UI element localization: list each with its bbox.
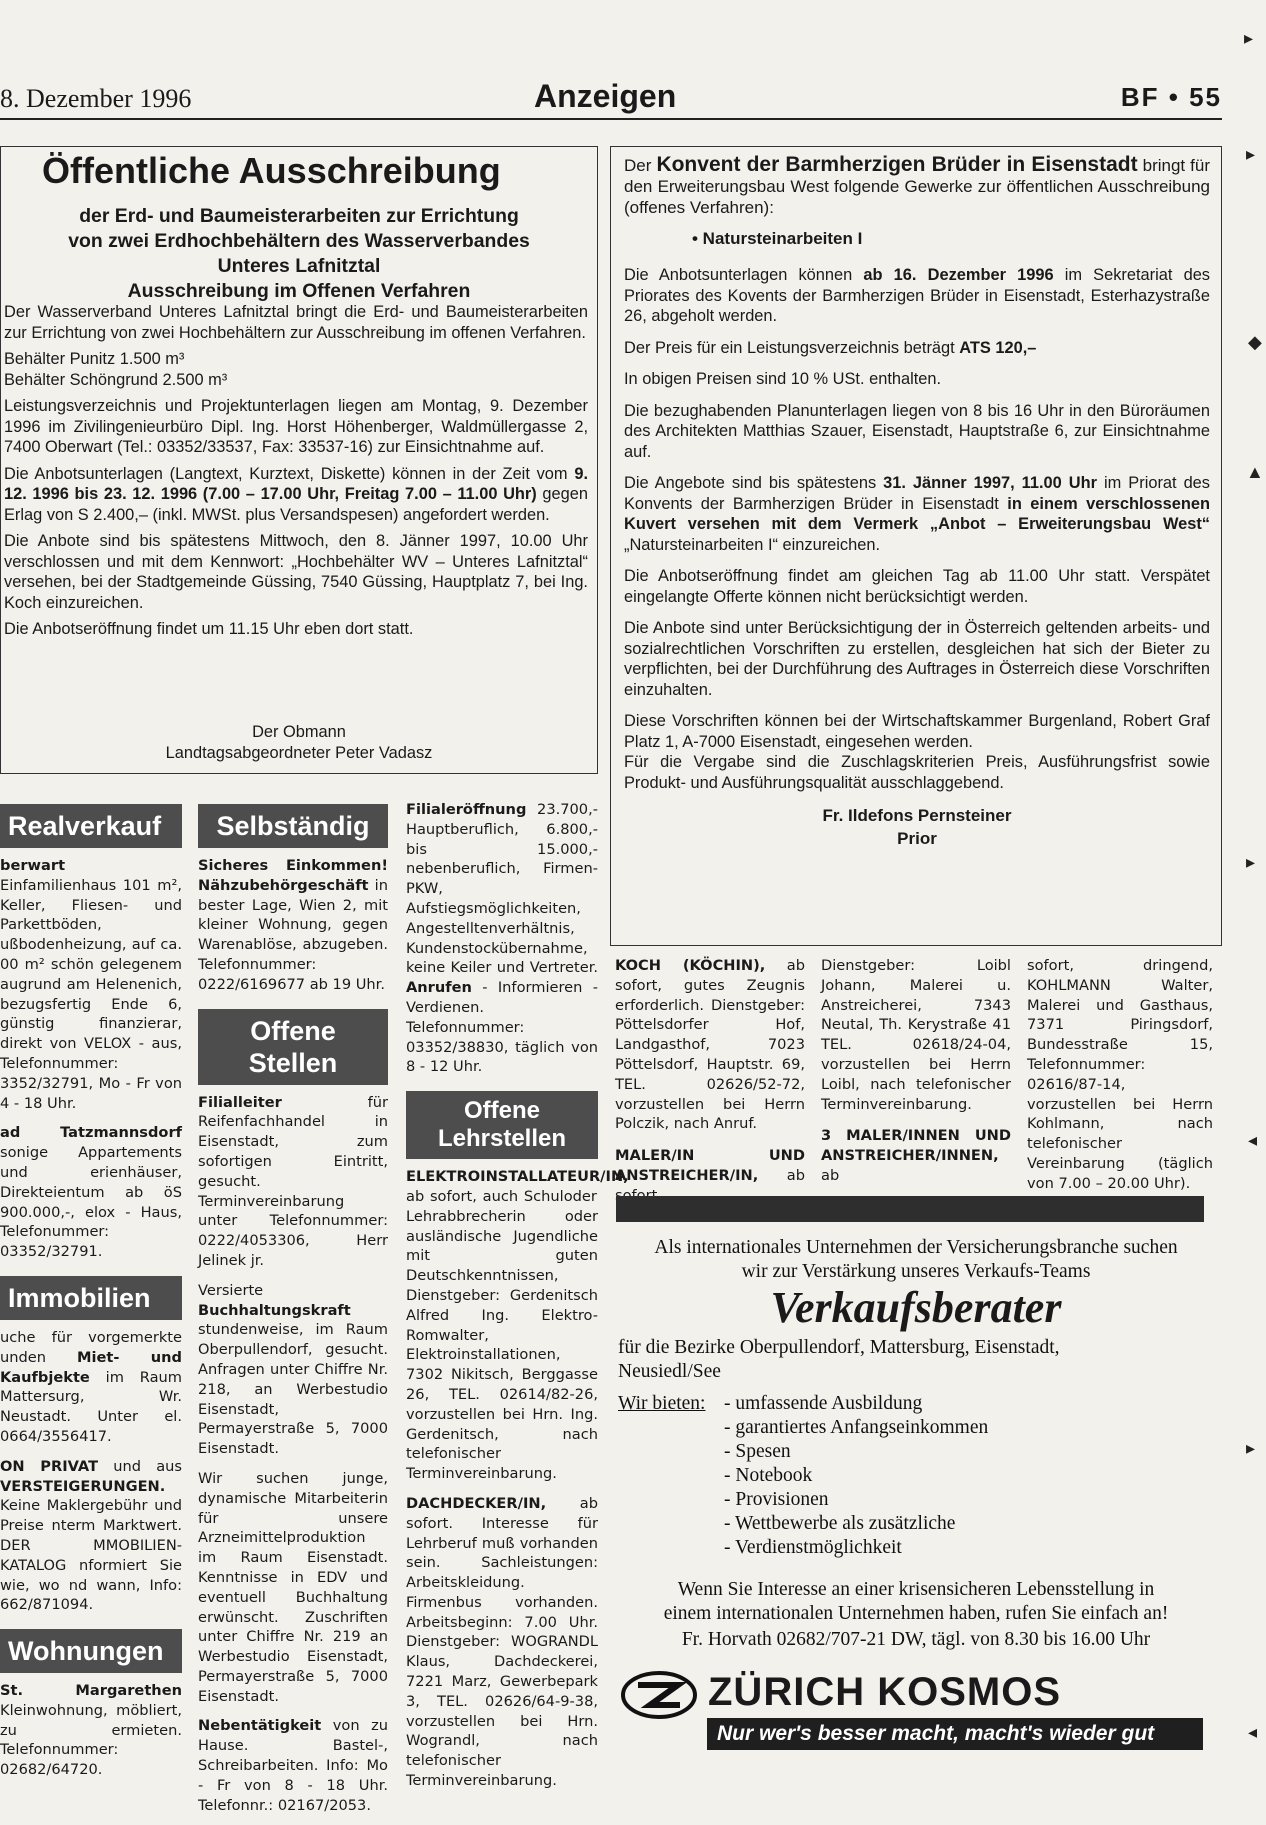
- list-item: Filialeröffnung 23.700,- Hauptberuflich, 6.800,- bis 15.000,- nebenberuflich, Firmen-PKW, Aufstiegsmöglichkeiten, Angestelltenverhältnis, Kundenstockübernahme, keine Keiler und Vertreter. Anrufen - Informieren - Verdienen. Telefonnummer: 03352/38830, täglich von 8 - 12 Uhr.: [406, 801, 598, 1076]
- signature-title: Der Obmann: [252, 723, 346, 741]
- convent-bullet: • Natursteinarbeiten I: [692, 229, 863, 248]
- margin-arrow-icon: ▸: [1246, 852, 1256, 872]
- convent-price: Der Preis für ein Leistungsverzeichnis beträgt ATS 120,–: [624, 338, 1037, 357]
- subtitle-line: der Erd- und Baumeisterarbeiten zur Errichtung: [79, 205, 519, 227]
- heading-realverkauf: Realverkauf: [0, 804, 182, 848]
- tender-body: [4, 302, 588, 646]
- tender-tank-2: Behälter Schöngrund 2.500 m³: [4, 370, 228, 389]
- job-column-1: [615, 956, 805, 1206]
- heading-line: Offene: [463, 1097, 540, 1125]
- list-item: berwart Einfamilienhaus 101 m², Keller, Fliesen- und Parkettböden, ußbodenheizung, auf ca. 00 m² schön gelegenem augrund am Helenenich, bezugsfertig Ende 6, günstig finanzierar, direkt von VELOX - aus, Telefonnummer: 3352/32791, Mo - Fr von 4 - 18 Uhr.: [0, 857, 182, 1112]
- zurich-logo-text: ZÜRICH KOSMOS: [708, 1670, 1061, 1714]
- convent-tax: In obigen Preisen sind 10 % USt. enthalten.: [624, 370, 942, 388]
- margin-arrow-icon: ◂: [1248, 1130, 1258, 1150]
- tender-intro: Der Wasserverband Unteres Lafnitztal bringt die Erd- und Baumeisterarbeiten zur Errichtung von zwei Hochbehältern zur Ausschreibung im offenen Verfahren.: [4, 303, 588, 342]
- list-item: Filialleiter für Reifenfachhandel in Eisenstadt, zum sofortigen Eintritt, gesucht. Terminvereinbarung unter Telefonnummer: 0222/4053306, Herr Jelinek jr.: [198, 1093, 388, 1269]
- margin-arrow-icon: ▲: [1246, 462, 1264, 482]
- heading-wohnungen: Wohnungen: [0, 1629, 182, 1673]
- ad-offer-label: Wir bieten:: [618, 1393, 706, 1414]
- list-item: KOCH (KÖCHIN), ab sofort, gutes Zeugnis erforderlich. Dienstgeber: Pöttelsdorfer Hof, Landgasthof, 7023 Pöttelsdorf, Hauptstr. 69, TEL. 02626/52-72, vorzustellen bei Herrn Polczik, nach Anruf.: [615, 957, 805, 1133]
- list-item: ad Tatzmannsdorf sonige Appartements und erienhäuser, Direkteientum ab öS 900.000,-, elox - Haus, Telefonummer: 03352/32791.: [0, 1124, 182, 1261]
- ad-regions-line: für die Bezirke Oberpullendorf, Mattersburg, Eisenstadt,: [618, 1337, 1060, 1358]
- ad-offers: [618, 1392, 1218, 1558]
- section-title: Anzeigen: [534, 78, 677, 114]
- ad-top-bar: [616, 1196, 1204, 1222]
- tender-documents: Leistungsverzeichnis und Projektunterlagen liegen am Montag, 9. Dezember 1996 im Zivilingenieurbüro Dipl. Ing. Horst Höhenberger, Waldmüllergasse 2, 7400 Oberwart (Tel.: 03352/33537, Fax: 33537-16) zur Einsichtnahme auf.: [4, 397, 588, 456]
- ad-offer-list: [724, 1392, 988, 1560]
- convent-criteria: Für die Vergabe sind die Zuschlagskriterien Preis, Ausführungsfrist sowie Produkt- und Ausführungsqualität ausschlaggebend.: [624, 753, 1210, 792]
- page-number: BF • 55: [1120, 82, 1222, 112]
- classifieds-column-1: [0, 804, 182, 1790]
- list-item: - Spesen: [724, 1441, 791, 1462]
- list-item: - Notebook: [724, 1465, 813, 1486]
- list-item: ELEKTROINSTALLATEUR/IN, ab sofort, auch Schuloder Lehrabbrecherin oder ausländische Jugendliche mit guten Deutschkenntnissen, Dienstgeber: Gerdenitsch Alfred Ing. Elektro-Romwalter, Elektroinstallationen, 7302 Nikitsch, Berggasse 26, TEL. 02614/82-26, vorzustellen bei Hrn. Ing. Gerdenitsch, nach telefonischer Terminvereinbarung.: [406, 1168, 629, 1483]
- tender-opening: Die Anbotseröffnung findet um 11.15 Uhr eben dort statt.: [4, 620, 414, 638]
- heading-offene-lehrstellen: [406, 1091, 598, 1159]
- ad-title: Verkaufsberater: [770, 1283, 1062, 1332]
- convent-deadline: Die Angebote sind bis spätestens 31. Jänner 1997, 11.00 Uhr im Priorat des Konvents der Barmherzigen Brüder in Eisenstadt in einem verschlossenen Kuvert versehen mit dem Vermerk „Anbot – Erweiterungsbau West“ „Natursteinarbeiten I“ einzureichen.: [624, 474, 1211, 554]
- ad-call-to-action: [612, 1578, 1220, 1626]
- zurich-logo-icon: [620, 1670, 698, 1720]
- job-column-3: [1027, 956, 1213, 1194]
- signature-name: Landtagsabgeordneter Peter Vadasz: [165, 744, 433, 762]
- list-item: Wir suchen junge, dynamische Mitarbeiterin für unsere Arzneimittelproduktion im Raum Eisenstadt. Kenntnisse in EDV und eventuell Buchhaltung erwünscht. Zuschriften unter Chiffre Nr. 219 an Werbestudio Eisenstadt, Permayerstraße 5, 7000 Eisenstadt.: [198, 1469, 388, 1705]
- ad-regions: [618, 1336, 1218, 1384]
- ad-intro-line: wir zur Verstärkung unseres Verkaufs-Teams: [741, 1261, 1091, 1282]
- convent-docs: Die Anbotsunterlagen können ab 16. Dezember 1996 im Sekretariat des Priorates des Kovents der Barmherzigen Brüder in Eisenstadt, Esterhazystraße 26, abgeholt werden.: [624, 266, 1210, 325]
- list-item: Nebentätigkeit von zu Hause. Bastel-, Schreibarbeiten. Info: Mo - Fr von 8 - 18 Uhr. Telefonnr.: 02167/2053.: [198, 1717, 388, 1814]
- list-item: St. Margarethen Kleinwohnung, möbliert, zu ermieten. Telefonnummer: 02682/64720.: [0, 1682, 182, 1779]
- list-item: Dienstgeber: Loibl Johann, Malerei u. Anstreicherei, 7343 Neutal, Th. Kerystraße 41 TEL. 02618/24-04, vorzustellen bei Herrn Loibl, nach telefonischer Terminvereinbarung.: [821, 957, 1011, 1113]
- list-item: ON PRIVAT und aus VERSTEIGERUNGEN. Keine Maklergebühr und Preise nterm Marktwert. DER MMOBILIEN-KATALOG nformiert Sie wie, wo nd wann, Info: 662/871094.: [0, 1457, 182, 1614]
- margin-arrow-icon: ◆: [1248, 332, 1262, 352]
- list-item: - garantiertes Anfangseinkommen: [724, 1417, 989, 1438]
- tender-deadline: Die Anbote sind bis spätestens Mittwoch, den 8. Jänner 1997, 10.00 Uhr verschlossen und mit dem Kennwort: „Hochbehälter WV – Unteres Lafnitztal“ versehen, bei der Stadtgemeinde Güssing, 7540 Güssing, Hauptplatz 7, bei Ing. Koch einzureichen.: [4, 532, 588, 612]
- convent-regulations: Die Anbote sind unter Berücksichtigung der in Österreich geltenden arbeits- und sozialrechtlichen Vorschriften zu erstellen, desgleichen hat sich der Bieter zu verpflichten, bei der Durchführung des Auftrages in Österreich diese Vorschriften einzuhalten.: [624, 619, 1210, 699]
- list-item: DACHDECKER/IN, ab sofort. Interesse für Lehrberuf muß vorhanden sein. Sachleistungen: Arbeitskleidung. Firmenbus vorhanden. Arbeitsbeginn: 7.00 Uhr. Dienstgeber: WOGRANDL Klaus, Dachdeckerei, 7221 Marz, Gewerbepark 3, TEL. 02626/64-9-38, vorzustellen bei Hrn. Wograndl, nach telefonischer Terminvereinbarung.: [406, 1494, 598, 1790]
- convent-signature: [624, 804, 1210, 850]
- tender-title: Öffentliche Ausschreibung: [42, 150, 501, 191]
- ad-regions-line: Neusiedl/See: [618, 1361, 721, 1382]
- job-column-2: [821, 956, 1011, 1186]
- heading-offene-stellen: Offene Stellen: [198, 1009, 388, 1085]
- ad-slogan: Nur wer's besser macht, macht's wieder gut: [707, 1718, 1203, 1750]
- ad-contact: Fr. Horvath 02682/707-21 DW, tägl. von 8.30 bis 16.00 Uhr: [681, 1629, 1151, 1650]
- convent-plans: Die bezughabenden Planunterlagen liegen von 8 bis 16 Uhr in den Büroräumen des Architekten Matthias Szauer, Eisenstadt, Hauptstraße 6, zur Einsichtnahme auf.: [624, 401, 1210, 461]
- list-item: - Provisionen: [724, 1489, 829, 1510]
- list-item: Versierte Buchhaltungskraft stundenweise, im Raum Oberpullendorf, gesucht. Anfragen unter Chiffre Nr. 218, an Werbestudio Eisenstadt, Permayerstraße 5, 7000 Eisenstadt.: [198, 1281, 388, 1458]
- list-item: Sicheres Einkommen! Nähzubehörgeschäft in bester Lage, Wien 2, mit kleiner Wohnung, gegen Warenablöse, abzugeben. Telefonnummer: 0222/6169677 ab 19 Uhr.: [198, 857, 388, 993]
- signature-name: Fr. Ildefons Pernsteiner: [822, 806, 1012, 825]
- list-item: - Verdienstmöglichkeit: [724, 1537, 902, 1558]
- convent-heading: Der Konvent der Barmherzigen Brüder in Eisenstadt bringt für den Erweiterungsbau West folgende Gewerke zur öffentlichen Ausschreibung (offenes Verfahren):: [624, 153, 1211, 217]
- convent-opening: Die Anbotseröffnung findet am gleichen Tag ab 11.00 Uhr statt. Verspätet eingelangte Offerte können nicht berücksichtigt werden.: [624, 567, 1210, 606]
- list-item: 3 MALER/INNEN UND ANSTREICHER/INNEN, ab: [821, 1127, 1011, 1184]
- heading-selbstaendig: Selbständig: [198, 804, 388, 848]
- ad-intro: [612, 1236, 1220, 1284]
- list-item: - Wettbewerbe als zusätzliche: [724, 1513, 956, 1534]
- list-item: MALER/IN UND ANSTREICHER/IN, ab: [615, 1147, 805, 1184]
- subtitle-line: Unteres Lafnitztal: [217, 255, 381, 277]
- signature-title: Prior: [897, 829, 937, 848]
- convent-chamber: Diese Vorschriften können bei der Wirtschaftskammer Burgenland, Robert Graf Platz 1, A-7000 Eisenstadt, eingesehen werden.: [624, 712, 1210, 751]
- tender-period: Die Anbotsunterlagen (Langtext, Kurztext, Diskette) können in der Zeit vom 9. 12. 1996 bis 23. 12. 1996 (7.00 – 17.00 Uhr, Freitag 7.00 – 11.00 Uhr) gegen Erlag von S 2.400,– (inkl. MWSt. plus Versandspesen) angefordert werden.: [4, 464, 589, 524]
- tender-subtitle: [0, 204, 598, 304]
- convent-tender-body: [624, 154, 1210, 850]
- margin-arrow-icon: ▸: [1246, 144, 1256, 164]
- subtitle-line: Ausschreibung im Offenen Verfahren: [127, 280, 471, 302]
- heading-line: Lehrstellen: [437, 1125, 567, 1153]
- classifieds-column-2: [198, 804, 388, 1825]
- margin-arrow-icon: ▸: [1246, 1438, 1256, 1458]
- margin-arrow-icon: ◂: [1248, 1722, 1258, 1742]
- margin-arrow-icon: ▸: [1244, 28, 1254, 48]
- classifieds-column-3: [406, 800, 629, 1801]
- page-date: 8. Dezember 1996: [0, 84, 192, 113]
- tender-signature: [0, 722, 598, 764]
- list-item: - umfassende Ausbildung: [724, 1393, 923, 1414]
- heading-immobilien: Immobilien: [0, 1276, 182, 1320]
- subtitle-line: von zwei Erdhochbehältern des Wasserverbandes: [68, 230, 530, 252]
- ad-cta-line: Wenn Sie Interesse an einer krisensicheren Lebensstellung in: [677, 1579, 1155, 1600]
- ad-cta-line: einem internationalen Unternehmen haben, rufen Sie einfach an!: [663, 1603, 1169, 1624]
- tender-tank-1: Behälter Punitz 1.500 m³: [4, 350, 185, 368]
- ad-intro-line: Als internationales Unternehmen der Versicherungsbranche suchen: [654, 1237, 1178, 1258]
- header-rule: [0, 118, 1222, 120]
- list-item: sofort, dringend, KOHLMANN Walter, Malerei und Gasthaus, 7371 Piringsdorf, Bundesstraße 15, Telefonnummer: 02616/87-14, vorzustellen bei Herrn Kohlmann, nach telefonischer Vereinbarung (täglich von 7.00 – 20.00 Uhr).: [1027, 957, 1213, 1192]
- list-item: uche für vorgemerkte unden Miet- und Kaufbjekte im Raum Mattersurg, Wr. Neustadt. Unter el. 0664/3556417.: [0, 1328, 182, 1445]
